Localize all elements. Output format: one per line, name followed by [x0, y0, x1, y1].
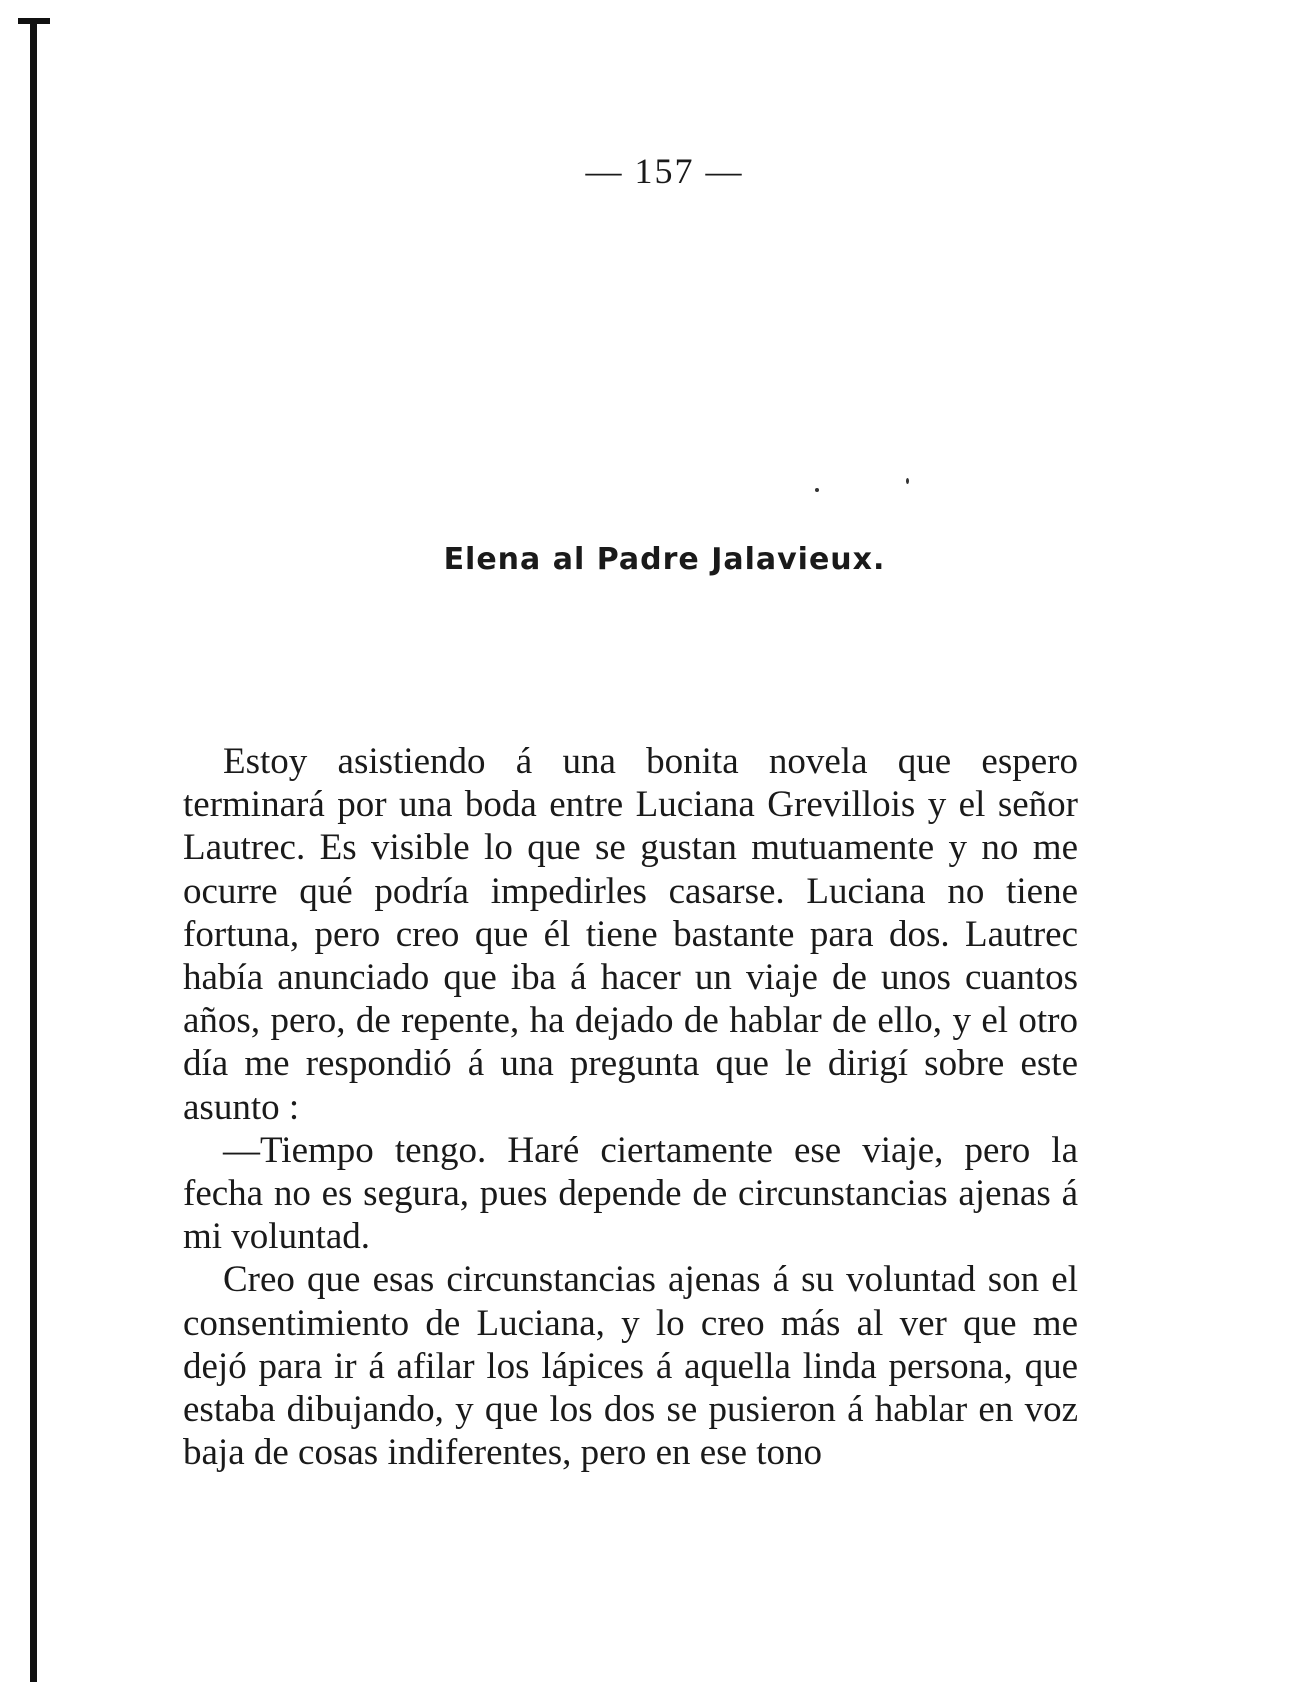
scan-speck: [815, 488, 819, 492]
chapter-heading: [0, 542, 1309, 577]
paragraph-2: —Tiempo tengo. Haré ciertamente ese viaje, pero la fecha no es segura, pues depende de circunstancias ajenas á mi voluntad.: [183, 1129, 1078, 1258]
page-number-text: — 157 —: [585, 151, 744, 191]
body-text: [183, 740, 1078, 1474]
paragraph-1: Estoy asistiendo á una bonita novela que espero terminará por una boda entre Luciana Grevillois y el señor Lautrec. Es visible lo que se gustan mutuamente y no me ocurre qué podría impedirles casarse. Luciana no tiene fortuna, pero creo que él tiene bastante para dos. Lautrec había anunciado que iba á hacer un viaje de unos cuantos años, pero, de repente, ha dejado de hablar de ello, y el otro día me respondió á una pregunta que le dirigí sobre este asunto :: [183, 741, 1078, 1128]
scan-speck: [906, 478, 909, 484]
paragraph-3: Creo que esas circunstancias ajenas á su voluntad son el consentimiento de Luciana, y lo creo más al ver que me dejó para ir á afilar los lápices á aquella linda persona, que estaba dibujando, y que los dos se pusieron á hablar en voz baja de cosas indiferentes, pero en ese tono: [183, 1259, 1078, 1474]
chapter-heading-text: Elena al Padre Jalavieux.: [443, 542, 886, 577]
page-number: [0, 150, 1309, 192]
book-spine-edge: [30, 22, 37, 1682]
